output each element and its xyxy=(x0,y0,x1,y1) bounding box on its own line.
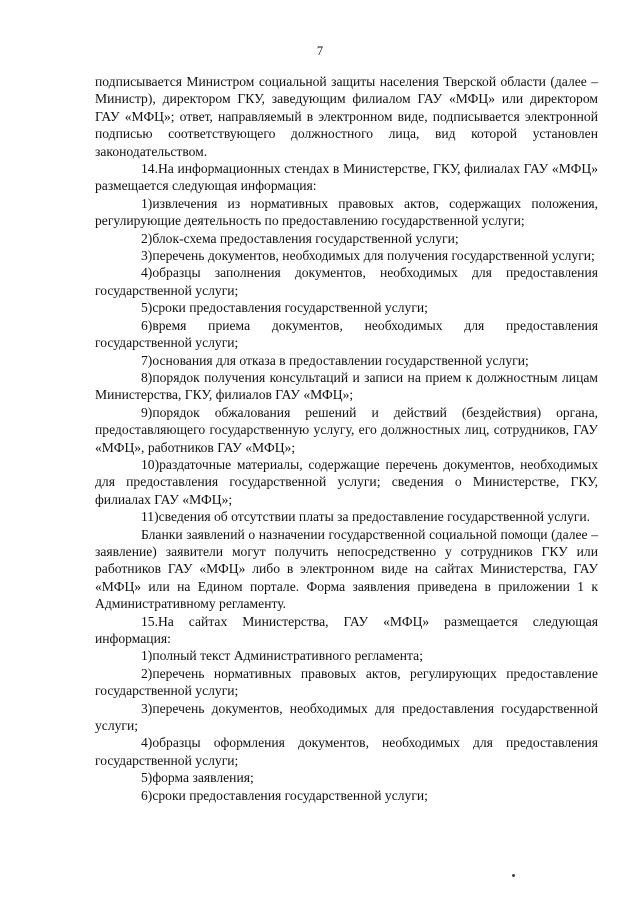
stand-item-2: 2)блок-схема предоставления государственной услуги; xyxy=(141,230,459,246)
site-item-1: 1)полный текст Административного регламента; xyxy=(141,648,423,664)
document-body xyxy=(95,73,598,804)
stand-item-4: 4)образцы заполнения документов, необходимых для предоставления государственной услуги; xyxy=(95,265,598,298)
stand-item-8: 8)порядок получения консультаций и записи на прием к должностным лицам Министерства, ГКУ, филиалов ГАУ «МФЦ»; xyxy=(95,369,598,403)
site-item-2: 2)перечень нормативных правовых актов, регулирующих предоставление государственной услуги; xyxy=(95,665,598,699)
site-item-6: 6)сроки предоставления государственной услуги; xyxy=(141,787,428,803)
site-item-4: 4)образцы оформления документов, необходимых для предоставления государственной услуги; xyxy=(95,735,598,768)
paragraph-signature: подписывается Министром социальной защиты населения Тверской области (далее – Министр), директором ГКУ, заведующим филиалом ГАУ «МФЦ» или директором ГАУ «МФЦ»; ответ, направляемый в электронном виде, подписывается электронной подписью соответствующего должностного лица, вид которой установлен законодательством. xyxy=(95,74,598,159)
stand-item-10: 10)раздаточные материалы, содержащие перечень документов, необходимых для предоставления государственной услуги; сведения о Министерстве, ГКУ, филиалах ГАУ «МФЦ»; xyxy=(95,456,598,507)
stand-item-5: 5)сроки предоставления государственной услуги; xyxy=(141,300,428,316)
stand-item-11: 11)сведения об отсутствии платы за предоставление государственной услуги. xyxy=(141,509,591,525)
site-item-5: 5)форма заявления; xyxy=(141,770,254,786)
stand-item-6: 6)время приема документов, необходимых для предоставления государственной услуги; xyxy=(95,317,598,351)
page-number: 7 xyxy=(316,44,324,58)
scan-dot-mark xyxy=(512,874,515,877)
stand-item-7: 7)основания для отказа в предоставлении государственной услуги; xyxy=(141,352,529,368)
paragraph-14-stands: 14.На информационных стендах в Министерстве, ГКУ, филиалах ГАУ «МФЦ» размещается следующая информация: xyxy=(95,161,598,194)
paragraph-15-websites: 15.На сайтах Министерства, ГАУ «МФЦ» размещается следующая информация: xyxy=(95,613,598,646)
stand-item-9: 9)порядок обжалования решений и действий (бездействия) органа, предоставляющего государственную услугу, его должностных лиц, сотрудников, ГАУ «МФЦ», работников ГАУ «МФЦ»; xyxy=(95,404,598,455)
stand-item-1: 1)извлечения из нормативных правовых актов, содержащих положения, регулирующие деятельность по предоставлению государственной услуги; xyxy=(95,195,598,229)
stand-item-3: 3)перечень документов, необходимых для получения государственной услуги; xyxy=(141,248,595,264)
paragraph-forms: Бланки заявлений о назначении государственной социальной помощи (далее – заявление) заявители могут получить непосредственно у сотрудников ГКУ или работников ГАУ «МФЦ» либо в электронном виде на сайтах Министерства, ГАУ «МФЦ» или на Едином портале. Форма заявления приведена в приложении 1 к Административному регламенту. xyxy=(95,526,598,612)
site-item-3: 3)перечень документов, необходимых для предоставления государственной услуги; xyxy=(95,700,598,734)
